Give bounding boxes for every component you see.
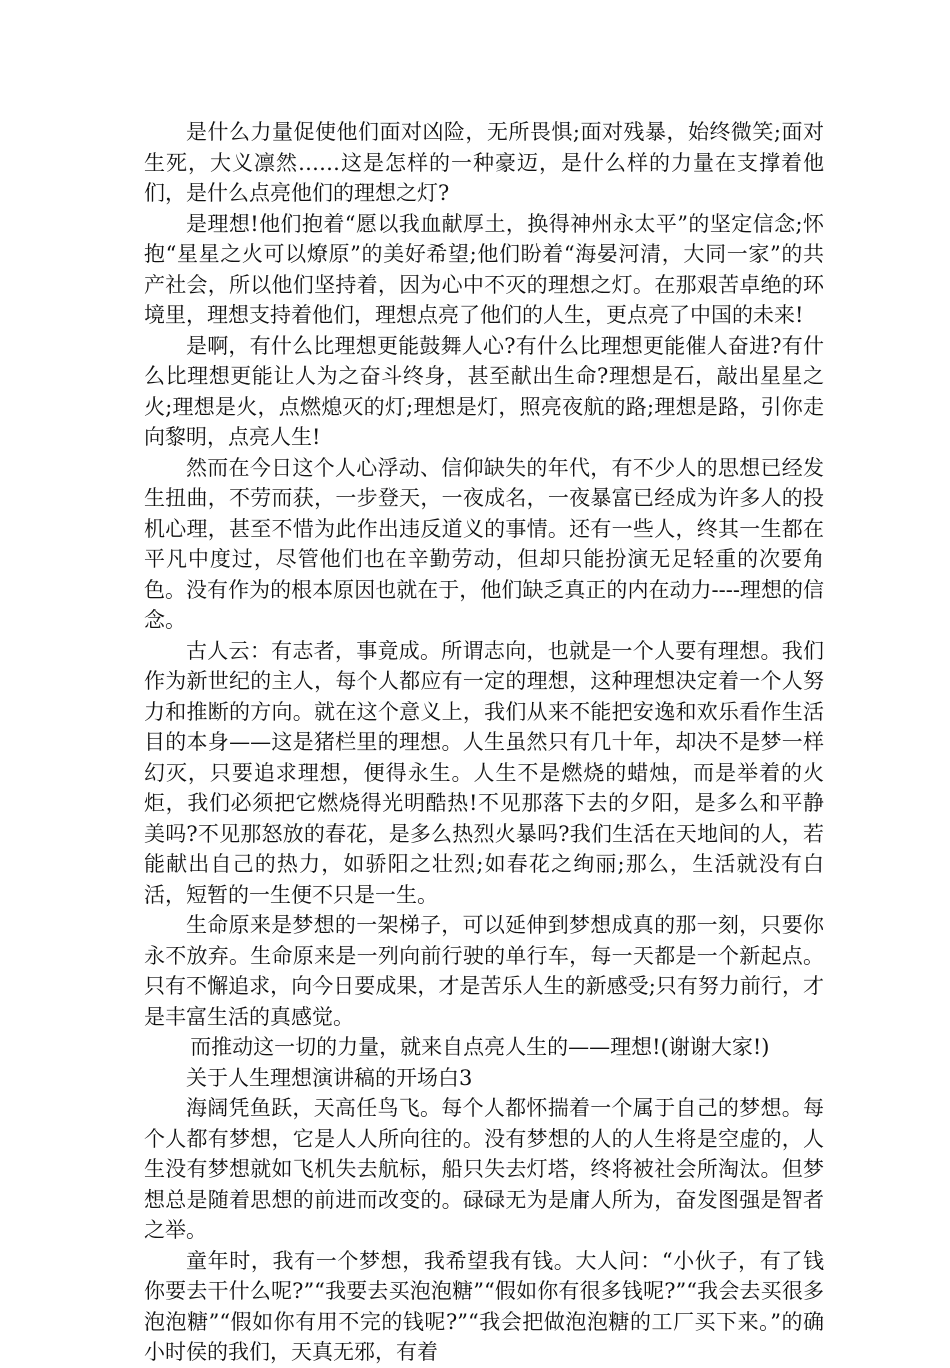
paragraph: 是什么力量促使他们面对凶险，无所畏惧;面对残暴，始终微笑;面对生死，大义凛然……这是怎样的一种豪迈，是什么样的力量在支撑着他们，是什么点亮他们的理想之灯? [144,120,824,205]
paragraph: 是啊，有什么比理想更能鼓舞人心?有什么比理想更能催人奋进?有什么比理想更能让人为之奋斗终身，甚至献出生命?理想是石，敲出星星之火;理想是火，点燃熄灭的灯;理想是灯，照亮夜航的路;理想是路，引你走向黎明，点亮人生! [144,333,824,449]
paragraph: 生命原来是梦想的一架梯子，可以延伸到梦想成真的那一刻，只要你永不放弃。生命原来是一列向前行驶的单行车，每一天都是一个新起点。只有不懈追求，向今日要成果，才是苦乐人生的新感受;只有努力前行，才是丰富生活的真感觉。 [144,913,824,1029]
paragraph: 然而在今日这个人心浮动、信仰缺失的年代，有不少人的思想已经发生扭曲，不劳而获，一步登天，一夜成名，一夜暴富已经成为许多人的投机心理，甚至不惜为此作出违反道义的事情。还有一些人，终其一生都在平凡中度过，尽管他们也在辛勤劳动，但却只能扮演无足轻重的次要角色。没有作为的根本原因也就在于，他们缺乏真正的内在动力----理想的信念。 [144,455,824,632]
paragraph: 是理想!他们抱着“愿以我血献厚土，换得神州永太平”的坚定信念;怀抱“星星之火可以燎原”的美好希望;他们盼着“海晏河清，大同一家”的共产社会，所以他们坚持着，因为心中不灭的理想之灯。在那艰苦卓绝的环境里，理想支持着他们，理想点亮了他们的人生，更点亮了中国的未来! [144,211,824,327]
paragraph: 而推动这一切的力量，就来自点亮人生的——理想!(谢谢大家!) [190,1035,770,1059]
section-heading: 关于人生理想演讲稿的开场白3 [186,1065,473,1090]
paragraph: 海阔凭鱼跃，天高任鸟飞。每个人都怀揣着一个属于自己的梦想。每个人都有梦想，它是人人所向往的。没有梦想的人的人生将是空虚的，人生没有梦想就如飞机失去航标，船只失去灯塔，终将被社会所淘汰。但梦想总是随着思想的前进而改变的。碌碌无为是庸人所为，奋发图强是智者之举。 [144,1096,824,1242]
paragraph: 童年时，我有一个梦想，我希望我有钱。大人问：“小伙子，有了钱你要去干什么呢?”“我要去买泡泡糖”“假如你有很多钱呢?”“我会去买很多泡泡糖”“假如你有用不完的钱呢?”“我会把做泡泡糖的工厂买下来。”的确小时侯的我们，天真无邪，有着 [144,1248,824,1364]
paragraph: 古人云：有志者，事竟成。所谓志向，也就是一个人要有理想。我们作为新世纪的主人，每个人都应有一定的理想，这种理想决定着一个人努力和推断的方向。就在这个意义上，我们从来不能把安逸和欢乐看作生活目的本身——这是猪栏里的理想。人生虽然只有几十年，却决不是梦一样幻灭，只要追求理想，便得永生。人生不是燃烧的蜡烛，而是举着的火炬，我们必须把它燃烧得光明酷热!不见那落下去的夕阳，是多么和平静美吗?不见那怒放的春花，是多么热烈火暴吗?我们生活在天地间的人，若能献出自己的热力，如骄阳之壮烈;如春花之绚丽;那么，生活就没有白活，短暂的一生便不只是一生。 [144,638,824,907]
document-body [144,117,824,1368]
